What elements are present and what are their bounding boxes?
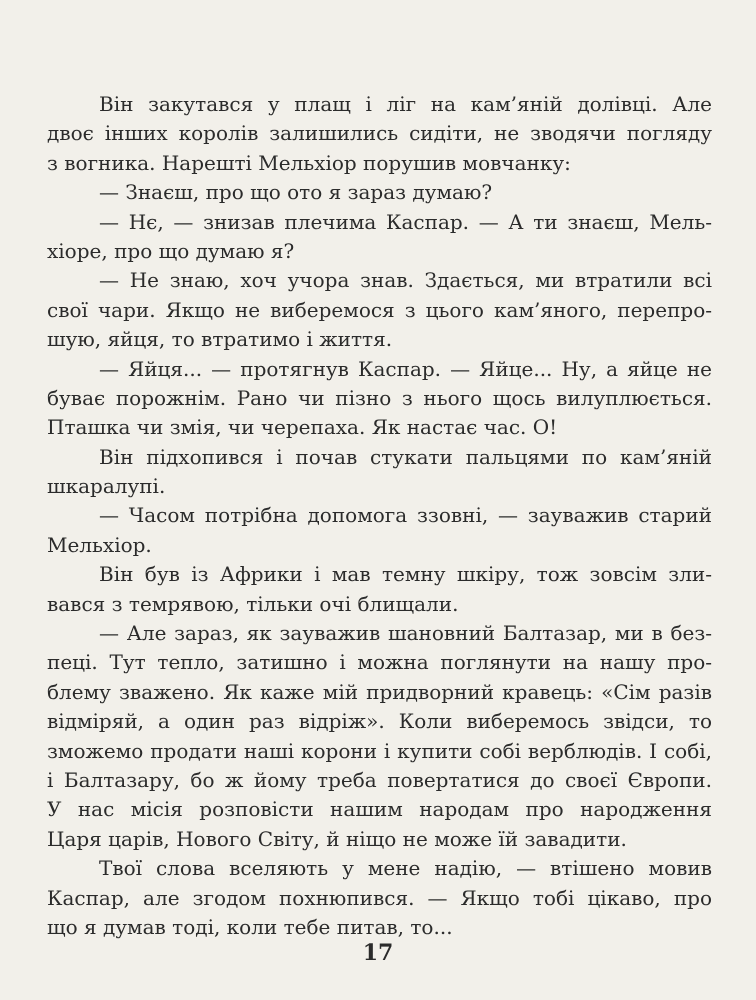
text-line: У нас місія розповісти нашим народам про народження bbox=[47, 797, 712, 822]
text-line: Він підхопився і почав стукати пальцями по кам’яній bbox=[99, 444, 712, 469]
text-line: з вогника. Нарешті Мельхіор порушив мовчанку: bbox=[47, 150, 571, 175]
text-line: пеці. Тут тепло, затишно і можна поглянути на нашу про- bbox=[47, 650, 712, 675]
text-line: — Але зараз, як зауважив шановний Балтазар, ми в без- bbox=[99, 621, 712, 646]
text-line: Мельхіор. bbox=[47, 532, 152, 557]
text-line: зможемо продати наші корони і купити собі верблюдів. І собі, bbox=[47, 738, 712, 763]
text-line: — Часом потрібна допомога ззовні, — зауважив старий bbox=[99, 503, 712, 528]
text-line: — Знаєш, про що ото я зараз думаю? bbox=[99, 180, 493, 205]
text-line: Каспар, але згодом похнюпився. — Якщо тобі цікаво, про bbox=[47, 885, 712, 910]
text-line: Він був із Африки і мав темну шкіру, тож зовсім зли- bbox=[99, 562, 712, 587]
text-line: буває порожнім. Рано чи пізно з нього щось вилуплюється. bbox=[47, 385, 712, 410]
text-line: блему зважено. Як каже мій придворний кравець: «Сім разів bbox=[47, 679, 712, 704]
text-line: — Нє, — знизав плечима Каспар. — А ти знаєш, Мель- bbox=[99, 209, 712, 234]
text-line: що я думав тоді, коли тебе питав, то... bbox=[47, 914, 453, 939]
text-line: шую, яйця, то втратимо і життя. bbox=[47, 327, 393, 352]
text-line: — Яйця... — протягнув Каспар. — Яйце... Ну, а яйце не bbox=[99, 356, 712, 381]
text-line: Твої слова вселяють у мене надію, — втішено мовив bbox=[99, 856, 712, 881]
body-text bbox=[47, 90, 712, 942]
page-number: 17 bbox=[362, 940, 394, 966]
text-line: відміряй, а один раз відріж». Коли виберемось звідси, то bbox=[47, 709, 712, 734]
text-line: двоє інших королів залишились сидіти, не зводячи погляду bbox=[47, 121, 712, 146]
text-line: Пташка чи змія, чи черепаха. Як настає час. О! bbox=[47, 415, 558, 440]
text-line: Царя царів, Нового Світу, й ніщо не може їй завадити. bbox=[47, 826, 627, 851]
text-line: свої чари. Якщо не виберемося з цього кам’яного, перепро- bbox=[47, 297, 712, 322]
text-line: хіоре, про що думаю я? bbox=[47, 238, 295, 263]
text-line: Він закутався у плащ і ліг на кам’яній долівці. Але bbox=[99, 92, 712, 116]
text-line: вався з темрявою, тільки очі блищали. bbox=[47, 591, 459, 616]
text-line: і Балтазару, бо ж йому треба повертатися до своєї Європи. bbox=[47, 767, 712, 792]
text-line: — Не знаю, хоч учора знав. Здається, ми втратили всі bbox=[99, 268, 712, 293]
text-line: шкаралупі. bbox=[47, 474, 166, 499]
